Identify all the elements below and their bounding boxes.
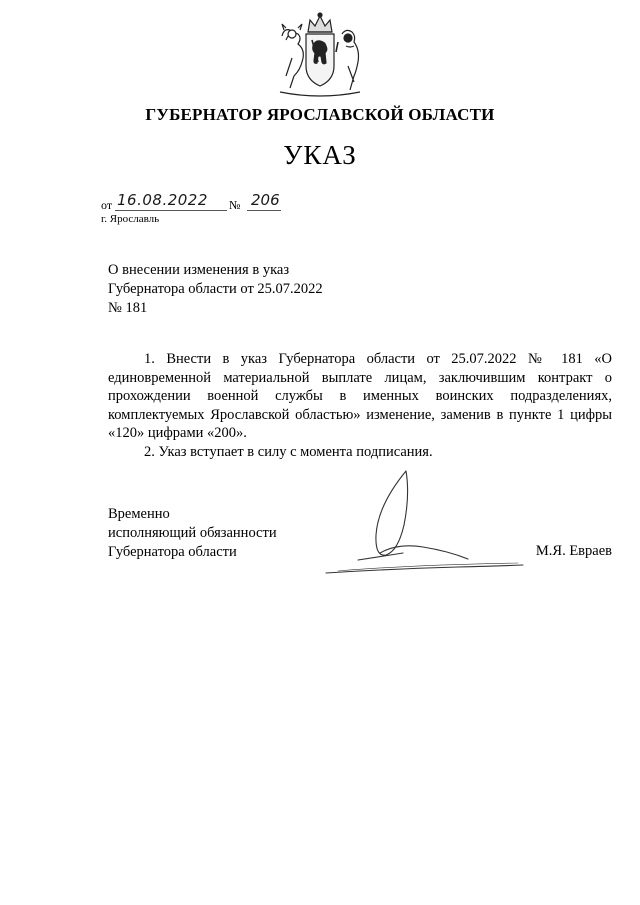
subject-line: Губернатора области от 25.07.2022 [108, 281, 323, 297]
subject-block [108, 261, 323, 318]
handwritten-number: 206 [251, 191, 280, 209]
issuer-title: ГУБЕРНАТОР ЯРОСЛАВСКОЙ ОБЛАСТИ [145, 105, 495, 124]
handwritten-date: 16.08.2022 [117, 191, 208, 209]
signer-position-line: Губернатора области [108, 544, 237, 560]
body-paragraph: 2. Указ вступает в силу с момента подписания. [144, 443, 433, 460]
coat-of-arms-icon [272, 10, 368, 98]
decree-body [108, 350, 612, 461]
signer-name: М.Я. Евраев [535, 543, 612, 559]
body-paragraph: 1. Внести в указ Губернатора области от 25.07.2022 № 181 «О единовременной материальной выплате лицам, заключившим контракт о прохождении военной службы в именных воинских подразделениях, комплектуемых Ярославской областью» изменение, заменив в пункте 1 цифры «120» цифрами «200». [108, 351, 612, 441]
handwritten-signature-icon [318, 465, 528, 580]
document-type: УКАЗ [283, 140, 357, 170]
subject-line: О внесении изменения в указ [108, 262, 290, 278]
signer-position-line: Временно [108, 506, 170, 522]
subject-line: № 181 [108, 300, 148, 316]
city: г. Ярославль [101, 213, 160, 225]
signer-position-line: исполняющий обязанности [108, 525, 277, 541]
signer-position [108, 505, 277, 562]
number-label: № [229, 198, 241, 212]
registration-line [101, 191, 281, 215]
date-underline [115, 210, 227, 211]
number-underline [247, 210, 281, 211]
date-prefix: от [101, 198, 113, 212]
